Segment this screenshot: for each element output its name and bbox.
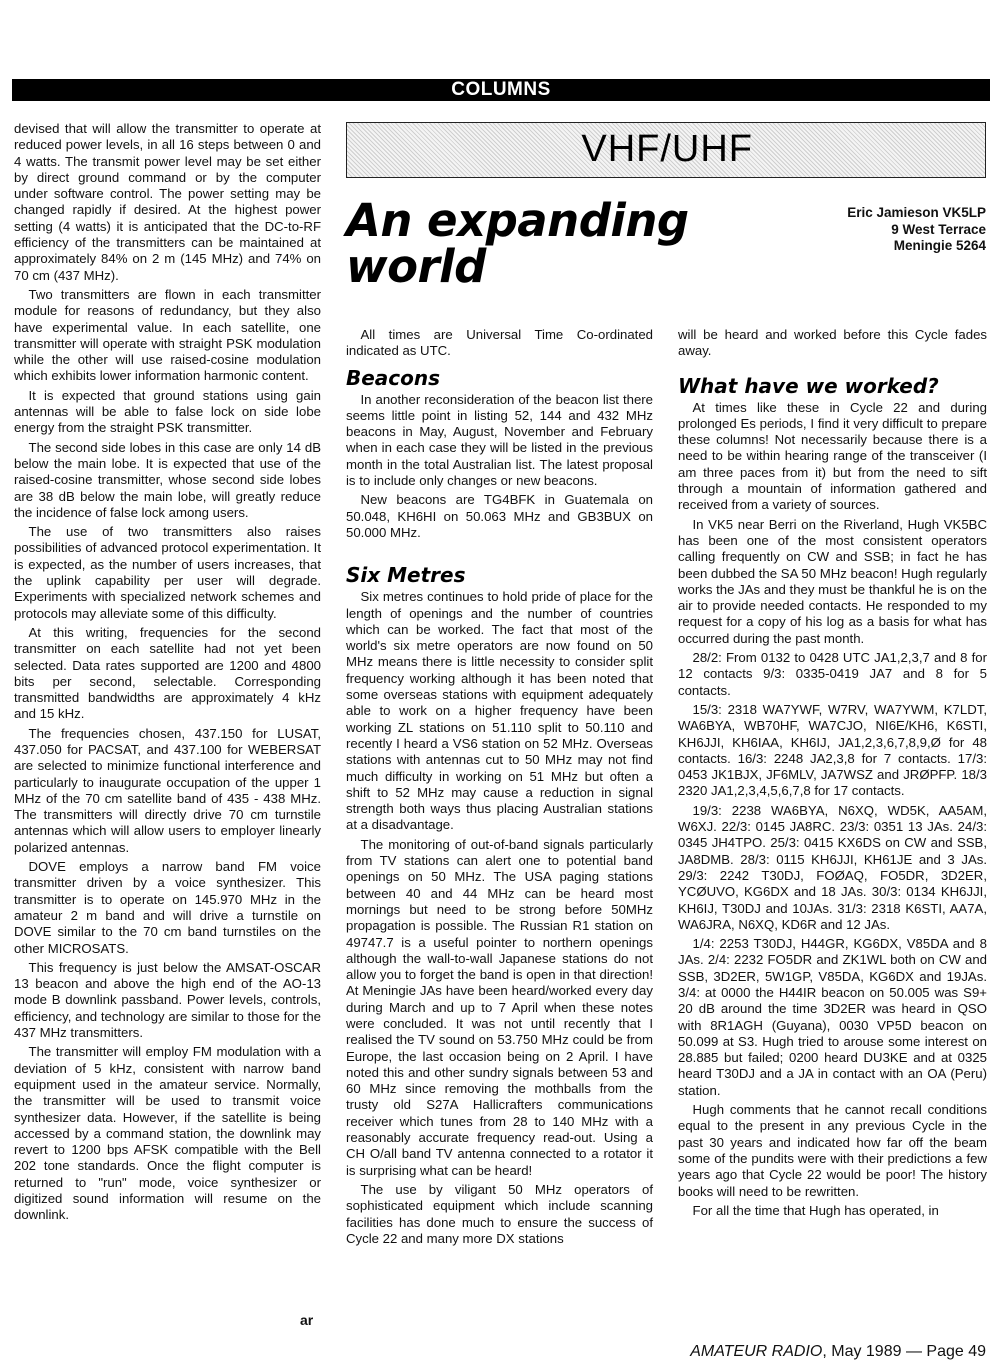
- paragraph: The use by viligant 50 MHz operators of sophisticated equipment which include scanning facilities has done much to ensure the success of Cycle 22 and many more DX stations: [346, 1181, 653, 1246]
- paragraph: For all the time that Hugh has operated, in: [692, 1202, 939, 1218]
- magazine-name: AMATEUR RADIO: [690, 1343, 823, 1360]
- right-column: [678, 327, 987, 1222]
- byline: [766, 205, 986, 255]
- paragraph: Hugh comments that he cannot recall conditions equal to the present in any previous Cycle in the past 30 years and indicated how far off the beam some of the pundits were with their predictions a few years ago that Cycle 22 would be poor! The history books will need to be rewritten.: [678, 1102, 987, 1199]
- worked-heading: What have we worked?: [678, 373, 939, 398]
- author-town: Meningie 5264: [893, 238, 986, 253]
- paragraph: 28/2: From 0132 to 0428 UTC JA1,2,3,7 and 8 for 12 contacts 9/3: 0335-0419 JA7 and 8 for 5 contacts.: [678, 650, 987, 698]
- paragraph: will be heard and worked before this Cycle fades away.: [678, 327, 987, 359]
- paragraph: The monitoring of out-of-band signals particularly from TV stations can alert one to potential band openings on 50 MHz. The USA paging stations between 40 and 44 MHz can be heard most mornings but need to be strong before 50MHz propagation is possible. The Russian R1 station on 49747.7 is a useful pointer to northern openings although the wall-to-wall Japanese stations do not allow you to forget the band is open in that direction! At Meningie JAs have been heard/worked every day during March and up to 7 April when these notes were concluded. It was not until recently that I realised the TV sound on 53.750 MHz could be from Europe, the last occasion being on 2 April. I have noted this and other sundry signals between 53 and 60 MHz since removing the mothballs from the trusty old S27A Hallicrafters communications receiver which tunes from 28 to 140 MHz with a reasonably accurate frequency read-out. Using a CH O/all band TV antenna connected to a rotator it is surprising what can be heard!: [346, 836, 653, 1178]
- intro-paragraph: All times are Universal Time Co-ordinated indicated as UTC.: [346, 327, 653, 359]
- paragraph: The use of two transmitters also raises possibilities of advanced protocol experimentation. It is expected, as the number of users increases, that the uplink capability per user will degrade. Experiments with specialized network schemes and protocols may alleviate some of this difficulty.: [14, 524, 321, 621]
- paragraph: The second side lobes in this case are only 14 dB below the main lobe. It is expected that use of the raised-cosine transmitter, whose second side lobes are 38 dB below the main lobe, will greatly reduce the incidence of false lock among users.: [14, 439, 321, 520]
- columns-banner: COLUMNS: [12, 79, 990, 101]
- paragraph: 1/4: 2253 T30DJ, H44GR, KG6DX, V85DA and 8 JAs. 2/4: 2232 FO5DR and ZK1WL both on CW and SSB, 3D2ER, 5W1GP, V85DA, KG6DX and 19JAs. 3/4: at 0000 the H44IR beacon on 50.005 was S9+ 20 dB around the time 3D2ER was heard in QSO with 8R1AGH (Guyana), 0030 VP5D beacon on 50.099 at S3. Hugh tried to arouse some interest on 28.885 but failed; 0200 heard DU3KE and at 0325 heard T30DJ and a JA in contact with an OA (Peru) station.: [678, 936, 987, 1098]
- paragraph: Six metres continues to hold pride of place for the length of openings and the number of countries which can be worked. The fact that most of the world's six metre operators are now found on 50 MHz means there is little necessity to consider split frequency working although it has been noted that some overseas stations with equipment adequately able to work on a higher frequency have been working ZL stations on 51.110 split to 50.110 and recently I heard a VS6 station on 52 MHz. Overseas stations with antennas cut to 50 MHz may not find much difficulty in working on 51 MHz but often a shift to 52 MHz may cause a reduction in signal strength both ways thus placing Australian stations at a disadvantage.: [346, 589, 653, 833]
- paragraph: 19/3: 2238 WA6BYA, N6XQ, WD5K, AA5AM, W6XJ. 22/3: 0145 JA8RC. 23/3: 0351 13 JAs. 24/3: 0345 JH4TPO. 25/3: 0415 KX6DS on CW and SSB, JA8DMB. 28/3: 0115 KH6JJI, KH61JE and 3 JAs. 29/3: 2242 T30DJ, FOØAQ, FO5DR, 3D2ER, YCØUVO, KG6DX and 18 JAs. 30/3: 0134 KH6JJI, KH6IJ, T30DJ and 10JAs. 31/3: 2318 K6STI, AA7A, WA6JRA, N6XQ, KD6R and 12 JAs.: [678, 802, 987, 932]
- paragraph: The transmitter will employ FM modulation with a deviation of 5 kHz, consistent with narrow band equipment used in the amateur service. Normally, the transmitter will be used to transmit voice synthesizer data. However, if the satellite is being accessed by a command station, the downlink may revert to 1200 bps AFSK compatible with the Bell 202 tone standards. Once the flight computer is returned to "run" mode, voice synthesizer or digitized sound information will resume on the downlink.: [14, 1044, 321, 1223]
- paragraph: In another reconsideration of the beacon list there seems little point in listing 52, 144 and 432 MHz beacons in May, August, November and February when in each case they will be listed in the previous month in the total Australian list. The latest proposal is to include only changes or new beacons.: [346, 391, 653, 489]
- section-title: VHF/UHF: [581, 128, 753, 170]
- article-headline: An expanding world: [346, 194, 689, 293]
- paragraph: This frequency is just below the AMSAT-OSCAR 13 beacon and above the high end of the AO-13 mode B downlink passband. Power levels, controls, efficiency, and technology are similar to those for the 437 MHz transmitters.: [14, 959, 321, 1041]
- page-footer: [690, 1342, 986, 1362]
- section-header: [346, 122, 986, 178]
- left-column: [14, 121, 321, 1227]
- six-metres-heading: Six Metres: [346, 563, 466, 588]
- paragraph: In VK5 near Berri on the Riverland, Hugh VK5BC has been one of the most consistent operators calling frequently on CW and SSB; in fact he has been dubbed the SA 50 MHz beacon! Hugh regularly works the JAs and they must be thankful he is on the air to provide needed contacts. He responded to my request for a copy of his log as a basis for what has occurred during the past month.: [678, 516, 987, 646]
- paragraph: Two transmitters are flown in each transmitter module for reasons of redundancy, but they also have experimental value. In each satellite, one transmitter will operate with straight PSK modulation while the other will use raised-cosine modulation which exhibits lower information harmonic content.: [14, 286, 321, 384]
- paragraph: The frequencies chosen, 437.150 for LUSAT, 437.050 for PACSAT, and 437.100 for WEBERSAT are selected to minimize functional interference and particularly to inaugurate occupation of the upper 1 MHz of the 70 cm satellite band of 435 - 438 MHz. The transmitters will directly drive 70 cm turnstile antennas which will allow users to employer linearly polarized antennas.: [14, 725, 321, 855]
- paragraph: At this writing, frequencies for the second transmitter on each satellite had not yet been selected. Data rates supported are 1200 and 4800 bits per second, selectable. Corresponding transmitted bandwidths are approximately 4 kHz and 15 kHz.: [14, 624, 321, 722]
- middle-column: [346, 327, 653, 1250]
- paragraph: devised that will allow the transmitter to operate at reduced power levels, in all 16 steps between 0 and 4 watts. The transmit power level may be set either by direct ground command or by the computer under software control. The power setting may be changed rapidly if desired. At the highest power setting (4 watts) it is anticipated that the DC-to-RF efficiency of the transmitters can be maintained at approximately 84% on 2 m (145 MHz) and 74% on 70 cm (437 MHz).: [14, 121, 321, 283]
- beacons-heading: Beacons: [346, 365, 441, 390]
- author-name: Eric Jamieson VK5LP: [847, 205, 986, 220]
- paragraph: New beacons are TG4BFK in Guatemala on 50.048, KH6HI on 50.063 MHz and GB3BUX on 50.000 MHz.: [346, 492, 653, 540]
- paragraph: 15/3: 2318 WA7YWF, W7RV, WA7YWM, K7LDT, WA6BYA, WB70HF, WA7CJO, NI6E/KH6, K6STI, KH6JJI, KH6IAA, KH6IJ, JA1,2,3,6,7,8,9,Ø for 48 contacts. 16/3: 2248 JA2,3,8 for 7 contacts. 17/3: 0453 JK1BJX, JF6MLV, JA7WSZ and JRØPFP. 18/3 2320 JA1,2,3,4,5,6,7,8 for 17 contacts.: [678, 701, 987, 799]
- issue-page: , May 1989 — Page 49: [822, 1343, 986, 1360]
- paragraph: At times like these in Cycle 22 and during prolonged Es periods, I find it very difficult to prepare these columns! Not necessarily because there is a need to be within hearing range of the transceiver (I am three paces from it) but from the need to sift through a mountain of information gathered and received from a variety of sources.: [678, 399, 987, 513]
- paragraph: It is expected that ground stations using gain antennas will be able to false lock on side lobe energy from the straight PSK transmitter.: [14, 387, 321, 436]
- signoff-mark: ar: [300, 1312, 314, 1328]
- paragraph: DOVE employs a narrow band FM voice transmitter driven by a voice synthesizer. This transmitter is to operate on 145.970 MHz in the amateur 2 m band and will drive a turnstile on DOVE similar to the 70 cm band turnstiles on the other MICROSATS.: [14, 859, 321, 956]
- author-street: 9 West Terrace: [891, 221, 986, 237]
